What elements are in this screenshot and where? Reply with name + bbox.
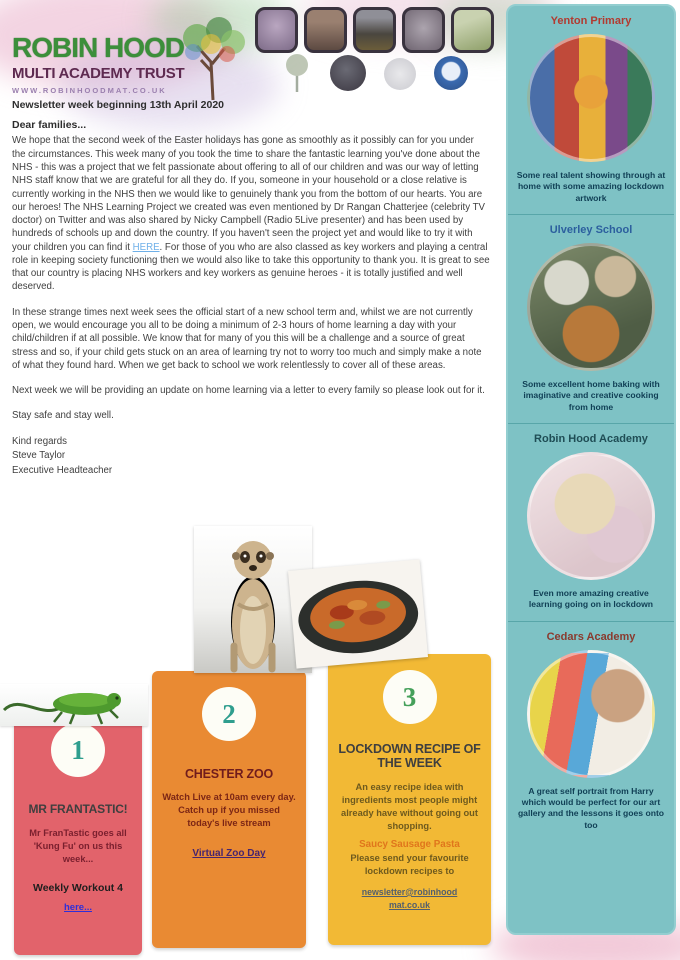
schools-sidebar (506, 4, 676, 935)
trust-logo (12, 34, 184, 95)
card-title: CHESTER ZOO (184, 767, 274, 781)
ulverley-baking-photo (527, 243, 655, 371)
recipe-email-link[interactable] (328, 886, 491, 912)
sidebar-section-ulverley (508, 215, 674, 424)
sidebar-section-cedars (508, 622, 674, 841)
pasta-dish-photo (288, 559, 428, 668)
workout-here-link[interactable]: here... (64, 901, 92, 913)
workout-label: Weekly Workout 4 (32, 881, 124, 894)
card-number-badge (202, 687, 256, 741)
trust-logo-subtitle: MULTI ACADEMY TRUST (12, 65, 185, 82)
lizard-photo (0, 684, 148, 726)
section-title: Cedars Academy (546, 630, 636, 643)
cedars-portrait-photo (527, 650, 655, 778)
pasta-dish-illustration (288, 559, 428, 668)
activity-card-lockdown-recipe (328, 654, 491, 945)
school-badge-row (282, 52, 468, 94)
tree-badge-icon (282, 52, 312, 94)
signoff-line: Kind regards (12, 435, 67, 447)
trust-logo-title: ROBIN HOOD (12, 32, 184, 63)
paragraph-1 (12, 134, 490, 293)
card-number-badge (383, 670, 437, 724)
card-number: 3 (402, 681, 417, 712)
card-body-text: Mr FranTastic goes all 'Kung Fu' on us this week... (29, 827, 127, 864)
school-crest-icon (255, 7, 298, 53)
section-title: Ulverley School (549, 224, 633, 237)
newsletter-heading: Newsletter week beginning 13th April 2020 (12, 99, 225, 111)
recipe-name: Saucy Sausage Pasta (359, 838, 460, 850)
school-crest-icon (402, 7, 445, 53)
school-crest-icon (304, 7, 347, 53)
card-body-text: Watch Live at 10am every day. Catch up if you missed today's live stream (162, 792, 296, 829)
here-link[interactable]: HERE (132, 241, 160, 253)
paragraph-3: Next week we will be providing an update on home learning via a letter to every family so please look out for it. (12, 385, 485, 397)
activity-card-chester-zoo (152, 671, 306, 948)
card-number-badge (51, 723, 105, 777)
section-caption: Even more amazing creative learning going on in lockdown (528, 588, 654, 610)
paragraph-2: In these strange times next week sees the official start of a new school term and, whilst we are not currently open, we would encourage you all to be doing a minimum of 2-3 hours of home learning a day with your child/children if at all possible. We know that for many of you this will be a challenge and a source of great stress and so, if your child gets stuck on an area of learning try not to worry too much and simply make a note of what they found hard. When we get back to school we work relentlessly to cover all of these areas. (12, 306, 482, 371)
round-badge-icon (330, 55, 366, 91)
signoff (12, 435, 490, 479)
email-line-1[interactable]: newsletter@robinhood (361, 886, 458, 897)
section-title: Yenton Primary (550, 15, 632, 27)
section-title: Robin Hood Academy (534, 433, 648, 446)
letter-body (12, 118, 490, 478)
round-badge-icon (434, 56, 468, 90)
school-crest-icon (353, 7, 396, 53)
school-crest-icon (451, 7, 494, 53)
card-title: MR FRANTASTIC! (28, 802, 128, 816)
round-badge-icon (384, 58, 416, 90)
activity-card-mr-frantastic (14, 707, 142, 955)
lizard-illustration (0, 684, 148, 726)
signoff-name: Steve Taylor (12, 450, 66, 462)
trust-website-text: WWW.ROBINHOODMAT.CO.UK (12, 86, 167, 95)
section-caption: Some real talent showing through at home with some amazing lockdown artwork (516, 170, 666, 203)
paragraph-1-text: We hope that the second week of the Easter holidays has gone as smoothly as it possibly can for you under the circumstances. This week many of you took the time to share the fantastic learning you've done about the NHS - this was a project that we felt passionate about offering to all of our children and was our way of letting NHS staff know that we are grateful for all they do. If you, someone in your household or a close relative is currently working in the NHS then we would like to genuinely thank you from the bottom of our hearts. You are our heroes! The NHS Learning Project we created was even mentioned by Dr Rangan Chatterjee (celebrity TV doctor) on Twitter and was also shared by Nicky Campbell (Radio 5Live presenter) and has been used by hundreds of schools up and down the country. If you haven't seen the project yet and would like to try it with your children you can find it (12, 135, 485, 253)
sidebar-section-robin-hood (508, 424, 674, 622)
card-body-text-2: Please send your favourite lockdown recipes to (350, 852, 469, 876)
signoff-role: Executive Headteacher (12, 464, 113, 476)
yenton-artwork-photo (527, 34, 655, 162)
card-number: 2 (222, 698, 236, 729)
section-caption: A great self portrait from Harry which would be perfect for our art gallery and the lessons it goes onto too (517, 785, 665, 830)
school-crest-row (255, 7, 494, 53)
salutation: Dear families... (12, 119, 87, 131)
card-body-text: An easy recipe idea with ingredients most people might already have without going out shopping. (341, 781, 478, 831)
section-caption: Some excellent home baking with imaginative and creative cooking from home (522, 379, 660, 412)
virtual-zoo-day-link[interactable]: Virtual Zoo Day (192, 848, 266, 860)
paragraph-4: Stay safe and stay well. (12, 410, 114, 422)
card-number: 1 (71, 734, 85, 765)
robin-hood-creative-photo (527, 452, 655, 580)
email-line-2[interactable]: mat.co.uk (388, 900, 431, 911)
paragraph-1-text-after: . For those of you who are also classed as key workers and playing a central role in keeping society functioning then we would also like to take this opportunity to thank you. It is great to see that our country is placing NHS workers and key workers as genuine heroes - it is totally justified and well deserved. (12, 241, 490, 293)
card-title: LOCKDOWN RECIPE OF THE WEEK (338, 742, 481, 771)
sidebar-section-yenton (508, 6, 674, 215)
